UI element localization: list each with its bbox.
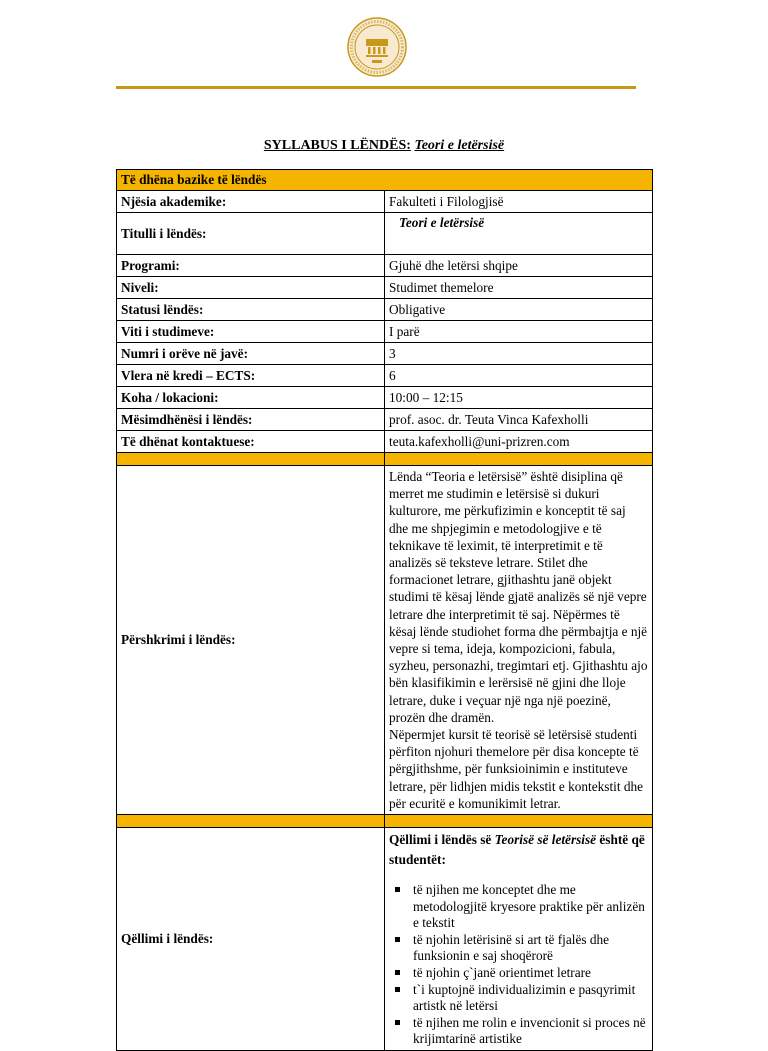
goal-list-item: të njohin ç`janë orientimet letrare bbox=[389, 965, 648, 982]
row-label: Vlera në kredi – ECTS: bbox=[117, 365, 385, 387]
table-row bbox=[117, 321, 653, 343]
goal-heading: Qëllimi i lëndës së Teorisë së letërsisë është që studentët: bbox=[389, 832, 645, 868]
table-row bbox=[117, 431, 653, 453]
row-value: Gjuhë dhe letërsi shqipe bbox=[385, 255, 653, 277]
goal-list bbox=[389, 882, 648, 1048]
row-label: Programi: bbox=[117, 255, 385, 277]
description-row bbox=[117, 466, 653, 815]
table-row bbox=[117, 409, 653, 431]
title-prefix: SYLLABUS I LËNDËS: bbox=[263, 138, 411, 153]
table-row bbox=[117, 299, 653, 321]
table-row bbox=[117, 191, 653, 213]
goal-list-item: të njihen me konceptet dhe me metodologjitë kryesore praktike për anlizën e tekstit bbox=[389, 882, 648, 932]
row-value: prof. asoc. dr. Teuta Vinca Kafexholli bbox=[385, 409, 653, 431]
title-course: Teori e letërsisë bbox=[414, 138, 505, 153]
table-header: Të dhëna bazike të lëndës bbox=[117, 170, 653, 191]
row-label: Statusi lëndës: bbox=[117, 299, 385, 321]
row-label: Viti i studimeve: bbox=[117, 321, 385, 343]
goal-list-item: të njihen me rolin e invencionit si proces në krijimtarinë artistike bbox=[389, 1015, 648, 1048]
row-value: Studimet themelore bbox=[385, 277, 653, 299]
table-row bbox=[117, 387, 653, 409]
header-divider bbox=[116, 86, 636, 89]
table-row bbox=[117, 365, 653, 387]
row-value: I parë bbox=[385, 321, 653, 343]
row-value: teuta.kafexholli@uni-prizren.com bbox=[385, 431, 653, 453]
row-value: Fakulteti i Filologjisë bbox=[385, 191, 653, 213]
section-separator bbox=[117, 815, 653, 828]
description-text bbox=[385, 466, 653, 815]
row-value: 6 bbox=[385, 365, 653, 387]
goal-row bbox=[117, 828, 653, 1051]
row-value: Obligative bbox=[385, 299, 653, 321]
row-label: Të dhënat kontaktuese: bbox=[117, 431, 385, 453]
syllabus-table bbox=[116, 169, 653, 1051]
row-value: Teori e letërsisë bbox=[385, 213, 653, 255]
document-title bbox=[0, 138, 768, 154]
university-seal-icon bbox=[347, 17, 407, 77]
table-row bbox=[117, 213, 653, 255]
description-paragraph: Nëpermjet kursit të teorisë së letërsisë studenti përfiton njohuri themelore për disa koncepte të përgjithshme, për funksioinimin e instituteve letrare, për lidhjen midis tekstit e kontekstit dhe për ecuritë e komunikimit letrar. bbox=[389, 727, 644, 811]
row-value: 3 bbox=[385, 343, 653, 365]
row-label: Numri i orëve në javë: bbox=[117, 343, 385, 365]
goal-list-item: të njohin letërisinë si art të fjalës dhe funksionin e saj shoqërorë bbox=[389, 932, 648, 965]
row-label: Mësimdhënësi i lëndës: bbox=[117, 409, 385, 431]
table-row bbox=[117, 255, 653, 277]
row-label: Koha / lokacioni: bbox=[117, 387, 385, 409]
row-value: 10:00 – 12:15 bbox=[385, 387, 653, 409]
table-header-row bbox=[117, 170, 653, 191]
goal-label: Qëllimi i lëndës: bbox=[117, 828, 385, 1051]
row-label: Titulli i lëndës: bbox=[117, 213, 385, 255]
table-row bbox=[117, 277, 653, 299]
goal-list-item: t`i kuptojnë individualizimin e pasqyrimit artistk në letërsi bbox=[389, 982, 648, 1015]
description-label: Përshkrimi i lëndës: bbox=[117, 466, 385, 815]
description-paragraph: Lënda “Teoria e letërsisë” është disiplina që merret me studimin e letërsisë si dukuri kulturore, me përkufizimin e konceptit të saj dhe me shpjegimin e metodologjive e të teknikave të leximit, të interpretimit e të analizës së teksteve letrare. Stilet dhe formacionet letrare, gjithashtu janë objekt studimi të kësaj lënde gjatë analizës së një vepre letrare dhe interpretimit të saj. Nëpërmes të kësaj lënde studiohet forma dhe përmbajtja e një vepre si tema, ideja, kompozicioni, fabula, syzheu, personazhi, tregimtari etj. Gjithashtu ajo bën klasifikimin e lerërsisë në gjini dhe lloje letrare, duke i veçuar një nga një poezinë, prozën dhe dramën. bbox=[389, 469, 648, 725]
table-row bbox=[117, 343, 653, 365]
row-label: Niveli: bbox=[117, 277, 385, 299]
goal-content bbox=[385, 828, 653, 1051]
row-label: Njësia akademike: bbox=[117, 191, 385, 213]
section-separator bbox=[117, 453, 653, 466]
